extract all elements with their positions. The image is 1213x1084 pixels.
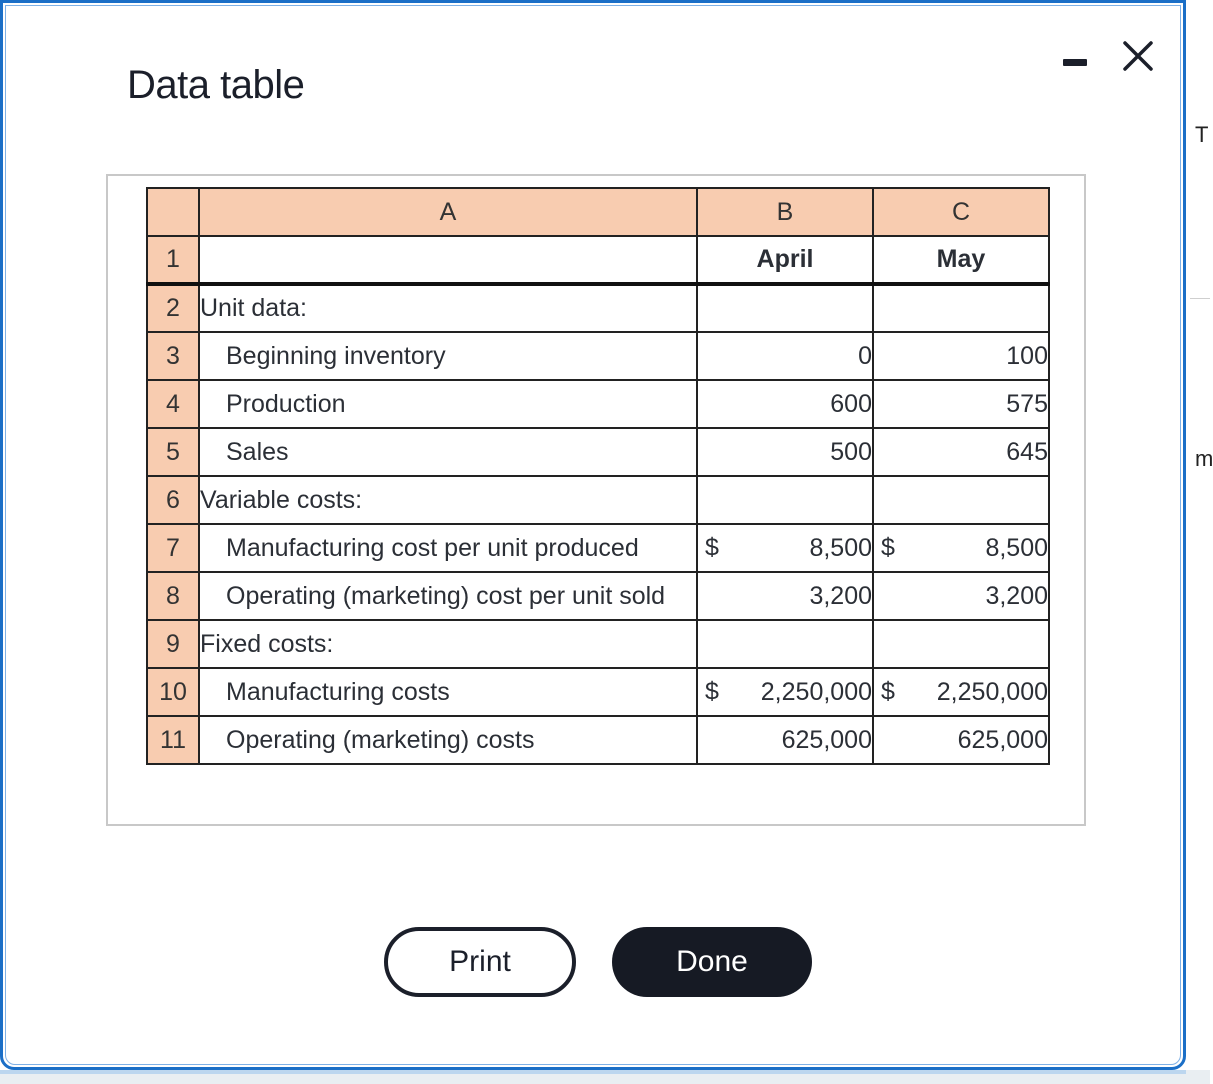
- row-label: Variable costs:: [199, 476, 697, 524]
- row-number: 10: [147, 668, 199, 716]
- cell-value: 8,500: [985, 533, 1048, 562]
- table-row: [147, 380, 1049, 428]
- cell-c: [873, 380, 1049, 428]
- cell-value: 625,000: [957, 725, 1048, 754]
- row-label: Operating (marketing) cost per unit sold: [199, 572, 697, 620]
- row-number: 1: [147, 236, 199, 284]
- table-frame: [106, 174, 1086, 826]
- row-number: 3: [147, 332, 199, 380]
- cell-value: 3,200: [985, 581, 1048, 610]
- dollar-sign: $: [705, 533, 719, 562]
- table-row: [147, 476, 1049, 524]
- cell-c: [873, 236, 1049, 284]
- row-label: Operating (marketing) costs: [199, 716, 697, 764]
- column-header-c: C: [873, 188, 1049, 236]
- table-row: [147, 620, 1049, 668]
- dollar-sign: $: [881, 677, 895, 706]
- cell-value: 645: [1006, 437, 1048, 466]
- dollar-sign: $: [881, 533, 895, 562]
- cell-b: [697, 524, 873, 572]
- cell-c: [873, 476, 1049, 524]
- table-row: [147, 332, 1049, 380]
- row-number: 2: [147, 284, 199, 332]
- cell-b: [697, 716, 873, 764]
- cell-b: [697, 668, 873, 716]
- row-number: 4: [147, 380, 199, 428]
- row-number: 6: [147, 476, 199, 524]
- table-row: [147, 284, 1049, 332]
- cell-value: 600: [830, 389, 872, 418]
- row-label: Beginning inventory: [199, 332, 697, 380]
- column-header-b: B: [697, 188, 873, 236]
- row-label: Fixed costs:: [199, 620, 697, 668]
- table-row: [147, 668, 1049, 716]
- cell-b: [697, 476, 873, 524]
- row-number: 9: [147, 620, 199, 668]
- row-number: 11: [147, 716, 199, 764]
- table-row: [147, 236, 1049, 284]
- minimize-icon[interactable]: [1063, 59, 1087, 66]
- table-row: [147, 428, 1049, 476]
- cell-b: [697, 620, 873, 668]
- background-text-fragment: m: [1195, 446, 1213, 471]
- cell-b: [697, 572, 873, 620]
- data-sheet: [146, 187, 1050, 765]
- cell-c: [873, 572, 1049, 620]
- background-text-fragment: T: [1195, 122, 1209, 147]
- table-row: [147, 524, 1049, 572]
- cell-value: April: [756, 245, 814, 273]
- cell-b: [697, 380, 873, 428]
- column-header-a: A: [199, 188, 697, 236]
- row-number: 7: [147, 524, 199, 572]
- row-label: Manufacturing cost per unit produced: [199, 524, 697, 572]
- cell-c: [873, 716, 1049, 764]
- dialog-title: Data table: [127, 63, 305, 107]
- cell-value: 0: [858, 341, 872, 370]
- row-number: 5: [147, 428, 199, 476]
- dollar-sign: $: [705, 677, 719, 706]
- table-row: [147, 716, 1049, 764]
- cell-c: [873, 284, 1049, 332]
- cell-value: 2,250,000: [760, 677, 872, 706]
- cell-b: [697, 236, 873, 284]
- cell-c: [873, 332, 1049, 380]
- sheet-corner: [147, 188, 199, 236]
- row-label: Unit data:: [199, 284, 697, 332]
- cell-value: 100: [1006, 341, 1048, 370]
- cell-value: 575: [1006, 389, 1048, 418]
- row-number: 8: [147, 572, 199, 620]
- cell-value: 8,500: [809, 533, 872, 562]
- row-label: [199, 236, 697, 284]
- cell-value: May: [936, 245, 986, 273]
- cell-value: 2,250,000: [936, 677, 1048, 706]
- row-label: Production: [199, 380, 697, 428]
- cell-value: 500: [830, 437, 872, 466]
- close-icon[interactable]: [1121, 39, 1155, 73]
- print-button[interactable]: Print: [384, 927, 576, 997]
- cell-c: [873, 620, 1049, 668]
- cell-b: [697, 428, 873, 476]
- row-label: Manufacturing costs: [199, 668, 697, 716]
- cell-b: [697, 332, 873, 380]
- background-divider: [1190, 298, 1210, 299]
- cell-c: [873, 428, 1049, 476]
- cell-value: 625,000: [781, 725, 872, 754]
- cell-value: 3,200: [809, 581, 872, 610]
- column-header-row: [147, 188, 1049, 236]
- page-bottom-strip: [0, 1070, 1210, 1084]
- done-button[interactable]: Done: [612, 927, 812, 997]
- cell-c: [873, 668, 1049, 716]
- row-label: Sales: [199, 428, 697, 476]
- cell-b: [697, 284, 873, 332]
- cell-c: [873, 524, 1049, 572]
- table-row: [147, 572, 1049, 620]
